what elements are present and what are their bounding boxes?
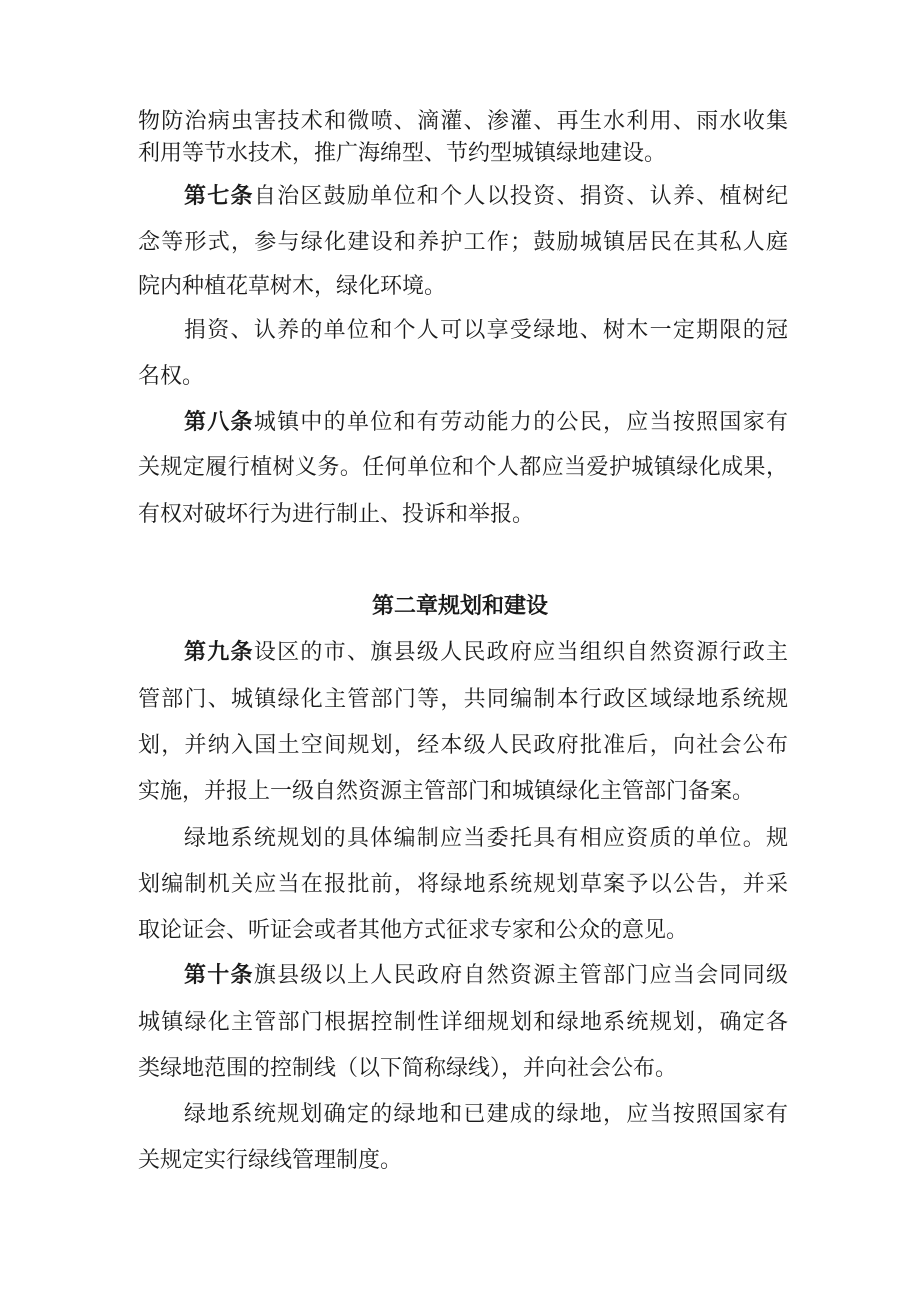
article-8-title: 第八条	[184, 410, 254, 435]
article-10-title: 第十条	[184, 963, 254, 988]
text-line: 绿地系统规划的具体编制应当委托具有相应资质的单位。规	[184, 826, 788, 851]
text-line: 利用等节水技术，推广海绵型、节约型城镇绿地建设。	[138, 141, 667, 166]
text-line: 绿地系统规划确定的绿地和已建成的绿地，应当按照国家有	[184, 1102, 788, 1127]
text-line: 划编制机关应当在报批前，将绿地系统规划草案予以公告，并采	[138, 872, 788, 897]
chapter-heading: 第二章规划和建设	[371, 594, 548, 619]
text-line: 取论证会、听证会或者其他方式征求专家和公众的意见。	[138, 918, 689, 943]
text-line: 念等形式，参与绿化建设和养护工作；鼓励城镇居民在其私人庭	[138, 230, 788, 255]
article-8-line	[184, 408, 788, 438]
article-7-line	[184, 182, 788, 212]
article-9-text: 设区的市、旗县级人民政府应当组织自然资源行政主	[253, 640, 788, 665]
article-9-title: 第九条	[184, 640, 254, 665]
article-7-text: 自治区鼓励单位和个人以投资、捐资、认养、植树纪	[253, 184, 788, 209]
text-line: 城镇绿化主管部门根据控制性详细规划和绿地系统规划，确定各	[138, 1010, 788, 1035]
article-7-title: 第七条	[184, 184, 254, 209]
text-line: 管部门、城镇绿化主管部门等，共同编制本行政区域绿地系统规	[138, 687, 788, 712]
article-10-line	[184, 961, 788, 991]
text-line: 划，并纳入国土空间规划，经本级人民政府批准后，向社会公布	[138, 733, 788, 758]
text-line: 名权。	[138, 364, 205, 389]
article-10-text: 旗县级以上人民政府自然资源主管部门应当会同同级	[253, 963, 788, 988]
article-9-line	[184, 638, 788, 668]
text-line: 捐资、认养的单位和个人可以享受绿地、树木一定期限的冠	[184, 318, 788, 343]
text-line: 关规定履行植树义务。任何单位和个人都应当爱护城镇绿化成果，	[138, 455, 788, 480]
text-line: 类绿地范围的控制线（以下简称绿线），并向社会公布。	[138, 1056, 678, 1081]
text-line: 物防治病虫害技术和微喷、滴灌、渗灌、再生水利用、雨水收集	[138, 109, 788, 134]
text-line: 院内种植花草树木，绿化环境。	[138, 274, 447, 299]
text-line: 实施，并报上一级自然资源主管部门和城镇绿化主管部门备案。	[138, 779, 755, 804]
text-line: 有权对破坏行为进行制止、投诉和举报。	[138, 502, 535, 527]
article-8-text: 城镇中的单位和有劳动能力的公民，应当按照国家有	[253, 410, 788, 435]
text-line: 关规定实行绿线管理制度。	[138, 1148, 403, 1173]
